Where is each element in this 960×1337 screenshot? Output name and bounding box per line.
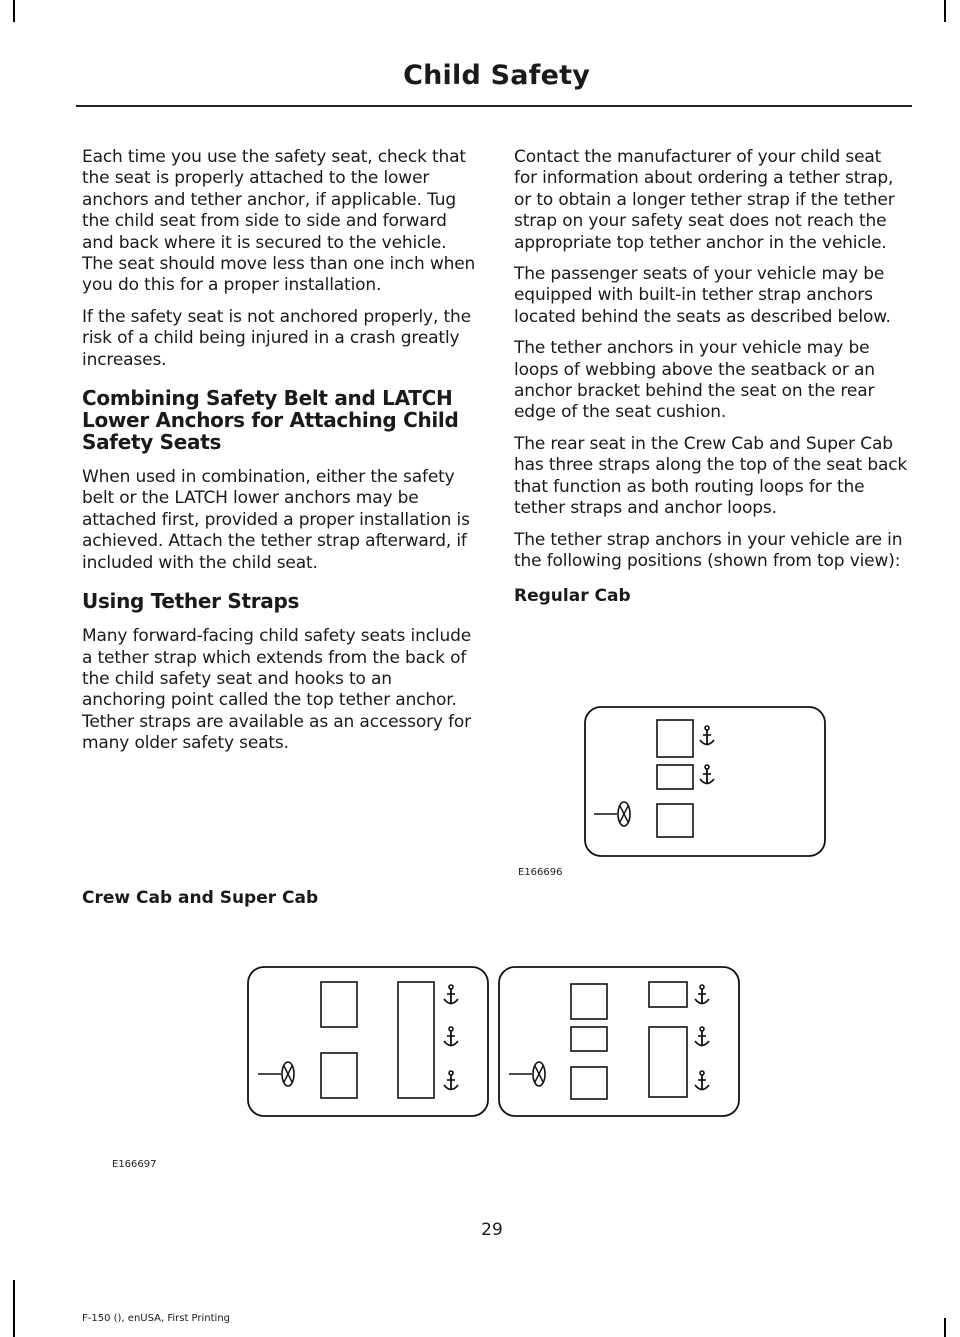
paragraph-anchor-risk: If the safety seat is not anchored properly, the risk of a child being injured in a crash greatly increases. [82, 306, 471, 370]
page-title: Child Safety [403, 60, 590, 91]
heading-crew-super-cab: Crew Cab and Super Cab [82, 888, 319, 908]
header-rule [76, 105, 912, 107]
crop-mark-bottom-left [13, 1280, 15, 1337]
paragraph-combination: When used in combination, either the safety belt or the LATCH lower anchors may be attached first, provided a proper installation is achieved. Attach the tether strap afterward, if included with the child seat. [82, 467, 470, 573]
super-cab-diagram [498, 966, 740, 1117]
right-column [514, 147, 909, 606]
regular-cab-figure-id: E166696 [518, 867, 563, 878]
heading-using-tether-straps: Using Tether Straps [82, 589, 300, 614]
regular-cab-diagram [584, 706, 826, 857]
paragraph-rear-seat-straps: The rear seat in the Crew Cab and Super Cab has three straps along the top of the seat back that function as both routing loops for the tether straps and anchor loops. [514, 433, 908, 519]
crop-mark-bottom-right [944, 1318, 946, 1337]
footer-edition: F-150 (), enUSA, First Printing [82, 1313, 231, 1324]
paragraph-tether-straps: Many forward-facing child safety seats include a tether strap which extends from the back of the child safety seat and hooks to an anchoring point called the top tether anchor. Tether straps are available as an accessory for many older safety seats. [82, 626, 472, 754]
paragraph-contact-manufacturer: Contact the manufacturer of your child seat for information about ordering a tether strap, or to obtain a longer tether strap if the tether strap on your safety seat does not reach the appropriate top tether anchor in the vehicle. [514, 147, 895, 253]
paragraph-check-seat: Each time you use the safety seat, check that the seat is properly attached to the lower anchors and tether anchor, if applicable. Tug the child seat from side to side and forward and back where it is secured to the vehicle. The seat should move less than one inch when you do this for a proper installation. [82, 147, 476, 296]
heading-regular-cab: Regular Cab [514, 586, 631, 607]
page-number: 29 [481, 1220, 503, 1240]
crew-cab-figure-id: E166697 [112, 1159, 157, 1170]
crop-mark-top-left [13, 0, 15, 22]
heading-combining-belt-latch: Combining Safety Belt and LATCH Lower Anchors for Attaching Child Safety Seats [82, 386, 459, 455]
paragraph-anchor-positions: The tether strap anchors in your vehicle are in the following positions (shown from top view): [514, 529, 903, 571]
crop-mark-top-right [944, 0, 946, 22]
paragraph-passenger-seats: The passenger seats of your vehicle may be equipped with built-in tether strap anchors located behind the seats as described below. [514, 264, 891, 327]
crew-cab-diagram [247, 966, 489, 1117]
paragraph-tether-anchor-types: The tether anchors in your vehicle may be loops of webbing above the seatback or an anchor bracket behind the seat on the rear edge of the seat cushion. [514, 338, 875, 423]
left-column [82, 147, 477, 765]
